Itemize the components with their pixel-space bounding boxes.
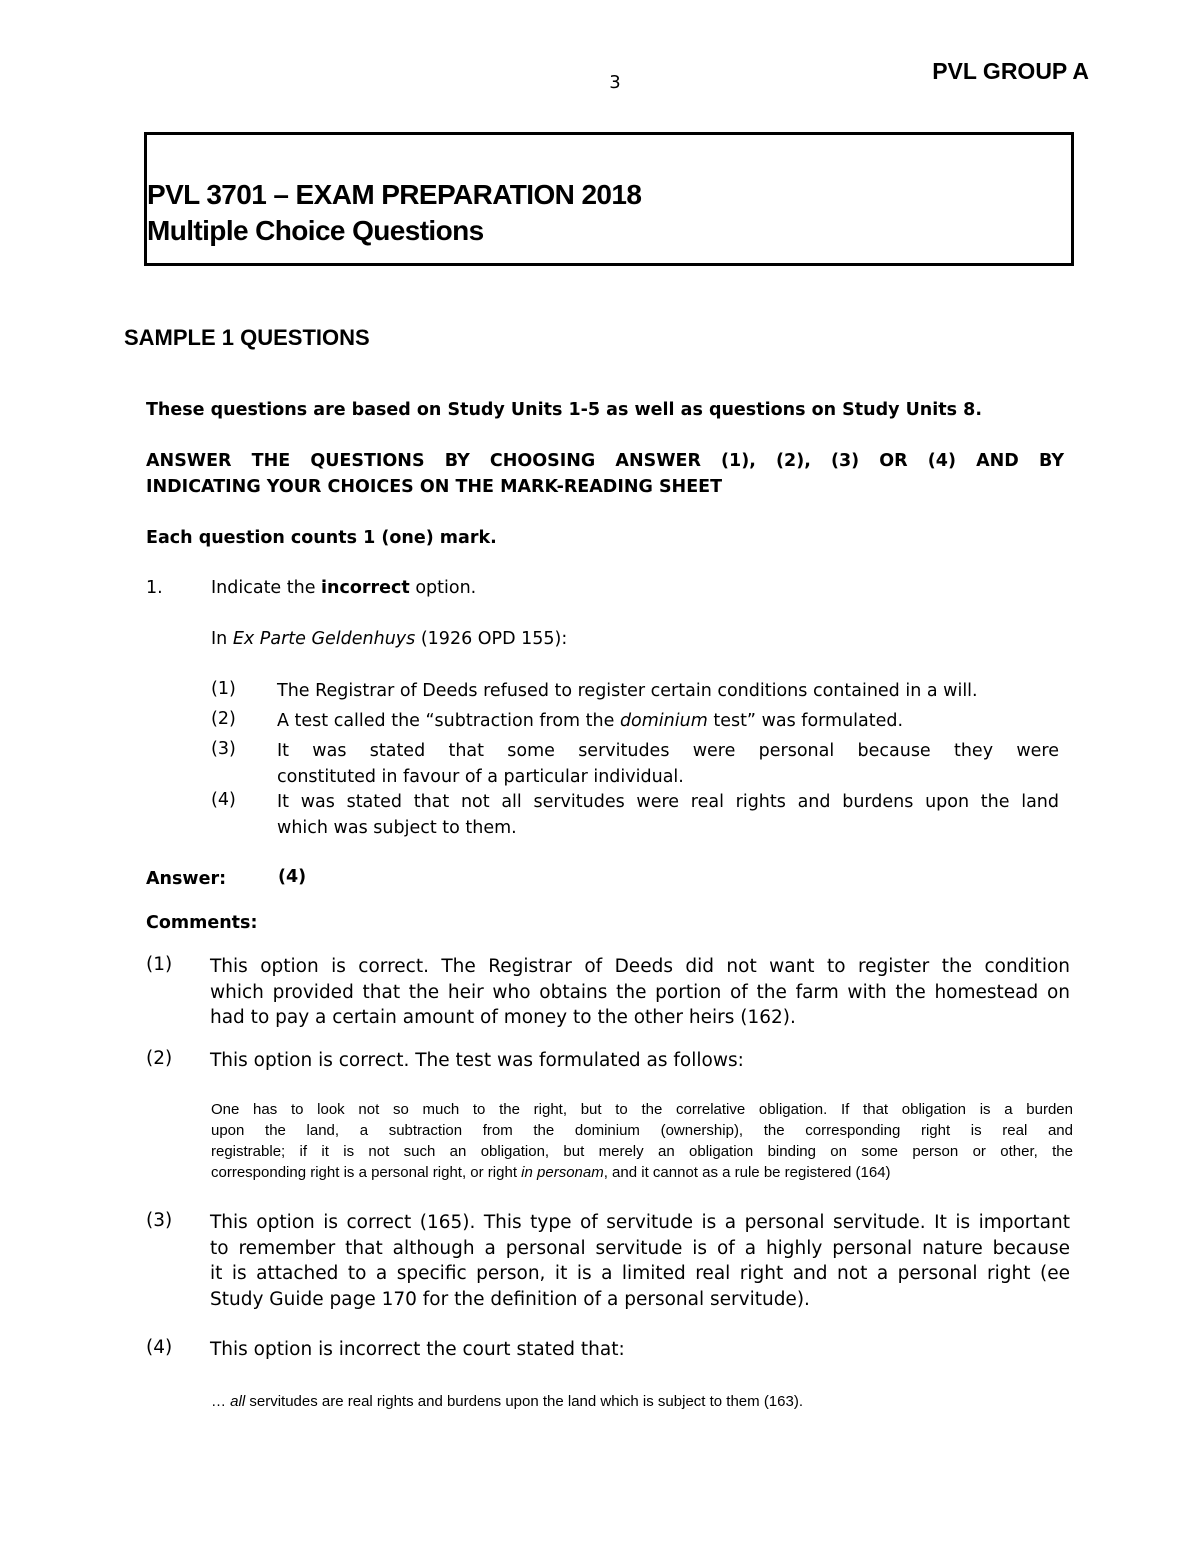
comment-text: This option is correct. The test was formulated as follows:: [210, 1050, 744, 1071]
comment-text: This option is correct (165). This type of servitude is a personal servitude. It is important to remember that although a personal servitude is of a highly personal nature because it is attached to a specific person, it is a limited real right and not a personal right (ee Study Guide page 170 for the definition of a personal servitude).: [210, 1212, 1070, 1310]
quoted-court: … all servitudes are real rights and burdens upon the land which is subject to them (163).: [211, 1393, 803, 1410]
answer-label: Answer:: [146, 869, 227, 889]
title-box: [144, 132, 1074, 266]
option-text: The Registrar of Deeds refused to register certain conditions contained in a will.: [277, 681, 978, 701]
page-number: 3: [609, 72, 621, 93]
group-label: PVL GROUP A: [932, 58, 1089, 84]
document-title: PVL 3701 – EXAM PREPARATION 2018: [147, 179, 642, 210]
instructions-marks: Each question counts 1 (one) mark.: [146, 528, 497, 548]
option-text: It was stated that some servitudes were personal because they were constituted in favour of a particular individual.: [277, 741, 1059, 787]
option-label: (4): [211, 790, 236, 810]
option-text: It was stated that not all servitudes were real rights and burdens upon the land which was subject to them.: [277, 792, 1059, 838]
comment-text: This option is incorrect the court stated that:: [210, 1339, 625, 1360]
answer-value: (4): [278, 867, 307, 887]
comment-label: (4): [146, 1337, 173, 1358]
comments-label: Comments:: [146, 913, 258, 933]
instructions-answer-line2: INDICATING YOUR CHOICES ON THE MARK-READING SHEET: [146, 477, 723, 497]
document-subtitle: Multiple Choice Questions: [147, 215, 484, 246]
comment-label: (3): [146, 1210, 173, 1231]
question-prompt: Indicate the incorrect option.: [211, 578, 477, 598]
case-reference: In Ex Parte Geldenhuys (1926 OPD 155):: [211, 629, 568, 649]
option-text: A test called the “subtraction from the dominium test” was formulated.: [277, 711, 904, 731]
section-heading: SAMPLE 1 QUESTIONS: [124, 325, 370, 350]
question-number: 1.: [146, 578, 163, 598]
instructions-answer-line1: ANSWER THE QUESTIONS BY CHOOSING ANSWER (1), (2), (3) OR (4) AND BY: [146, 451, 1064, 471]
option-label: (2): [211, 709, 236, 729]
instructions-basis: These questions are based on Study Units 1-5 as well as questions on Study Units 8.: [146, 400, 982, 420]
comment-label: (1): [146, 954, 173, 975]
option-label: (3): [211, 739, 236, 759]
quoted-test: One has to look not so much to the right, but to the correlative obligation. If that obligation is a burden upon the land, a subtraction from the dominium (ownership), the corresponding right is real and registrable; if it is not such an obligation, but merely an obligation binding on some person or other, the corresponding right is a personal right, or right in personam, and it cannot as a rule be registered (164): [211, 1101, 1073, 1181]
comment-text: This option is correct. The Registrar of Deeds did not want to register the condition which provided that the heir who obtains the portion of the farm with the homestead on had to pay a certain amount of money to the other heirs (162).: [210, 956, 1070, 1028]
option-label: (1): [211, 679, 236, 699]
comment-label: (2): [146, 1048, 173, 1069]
